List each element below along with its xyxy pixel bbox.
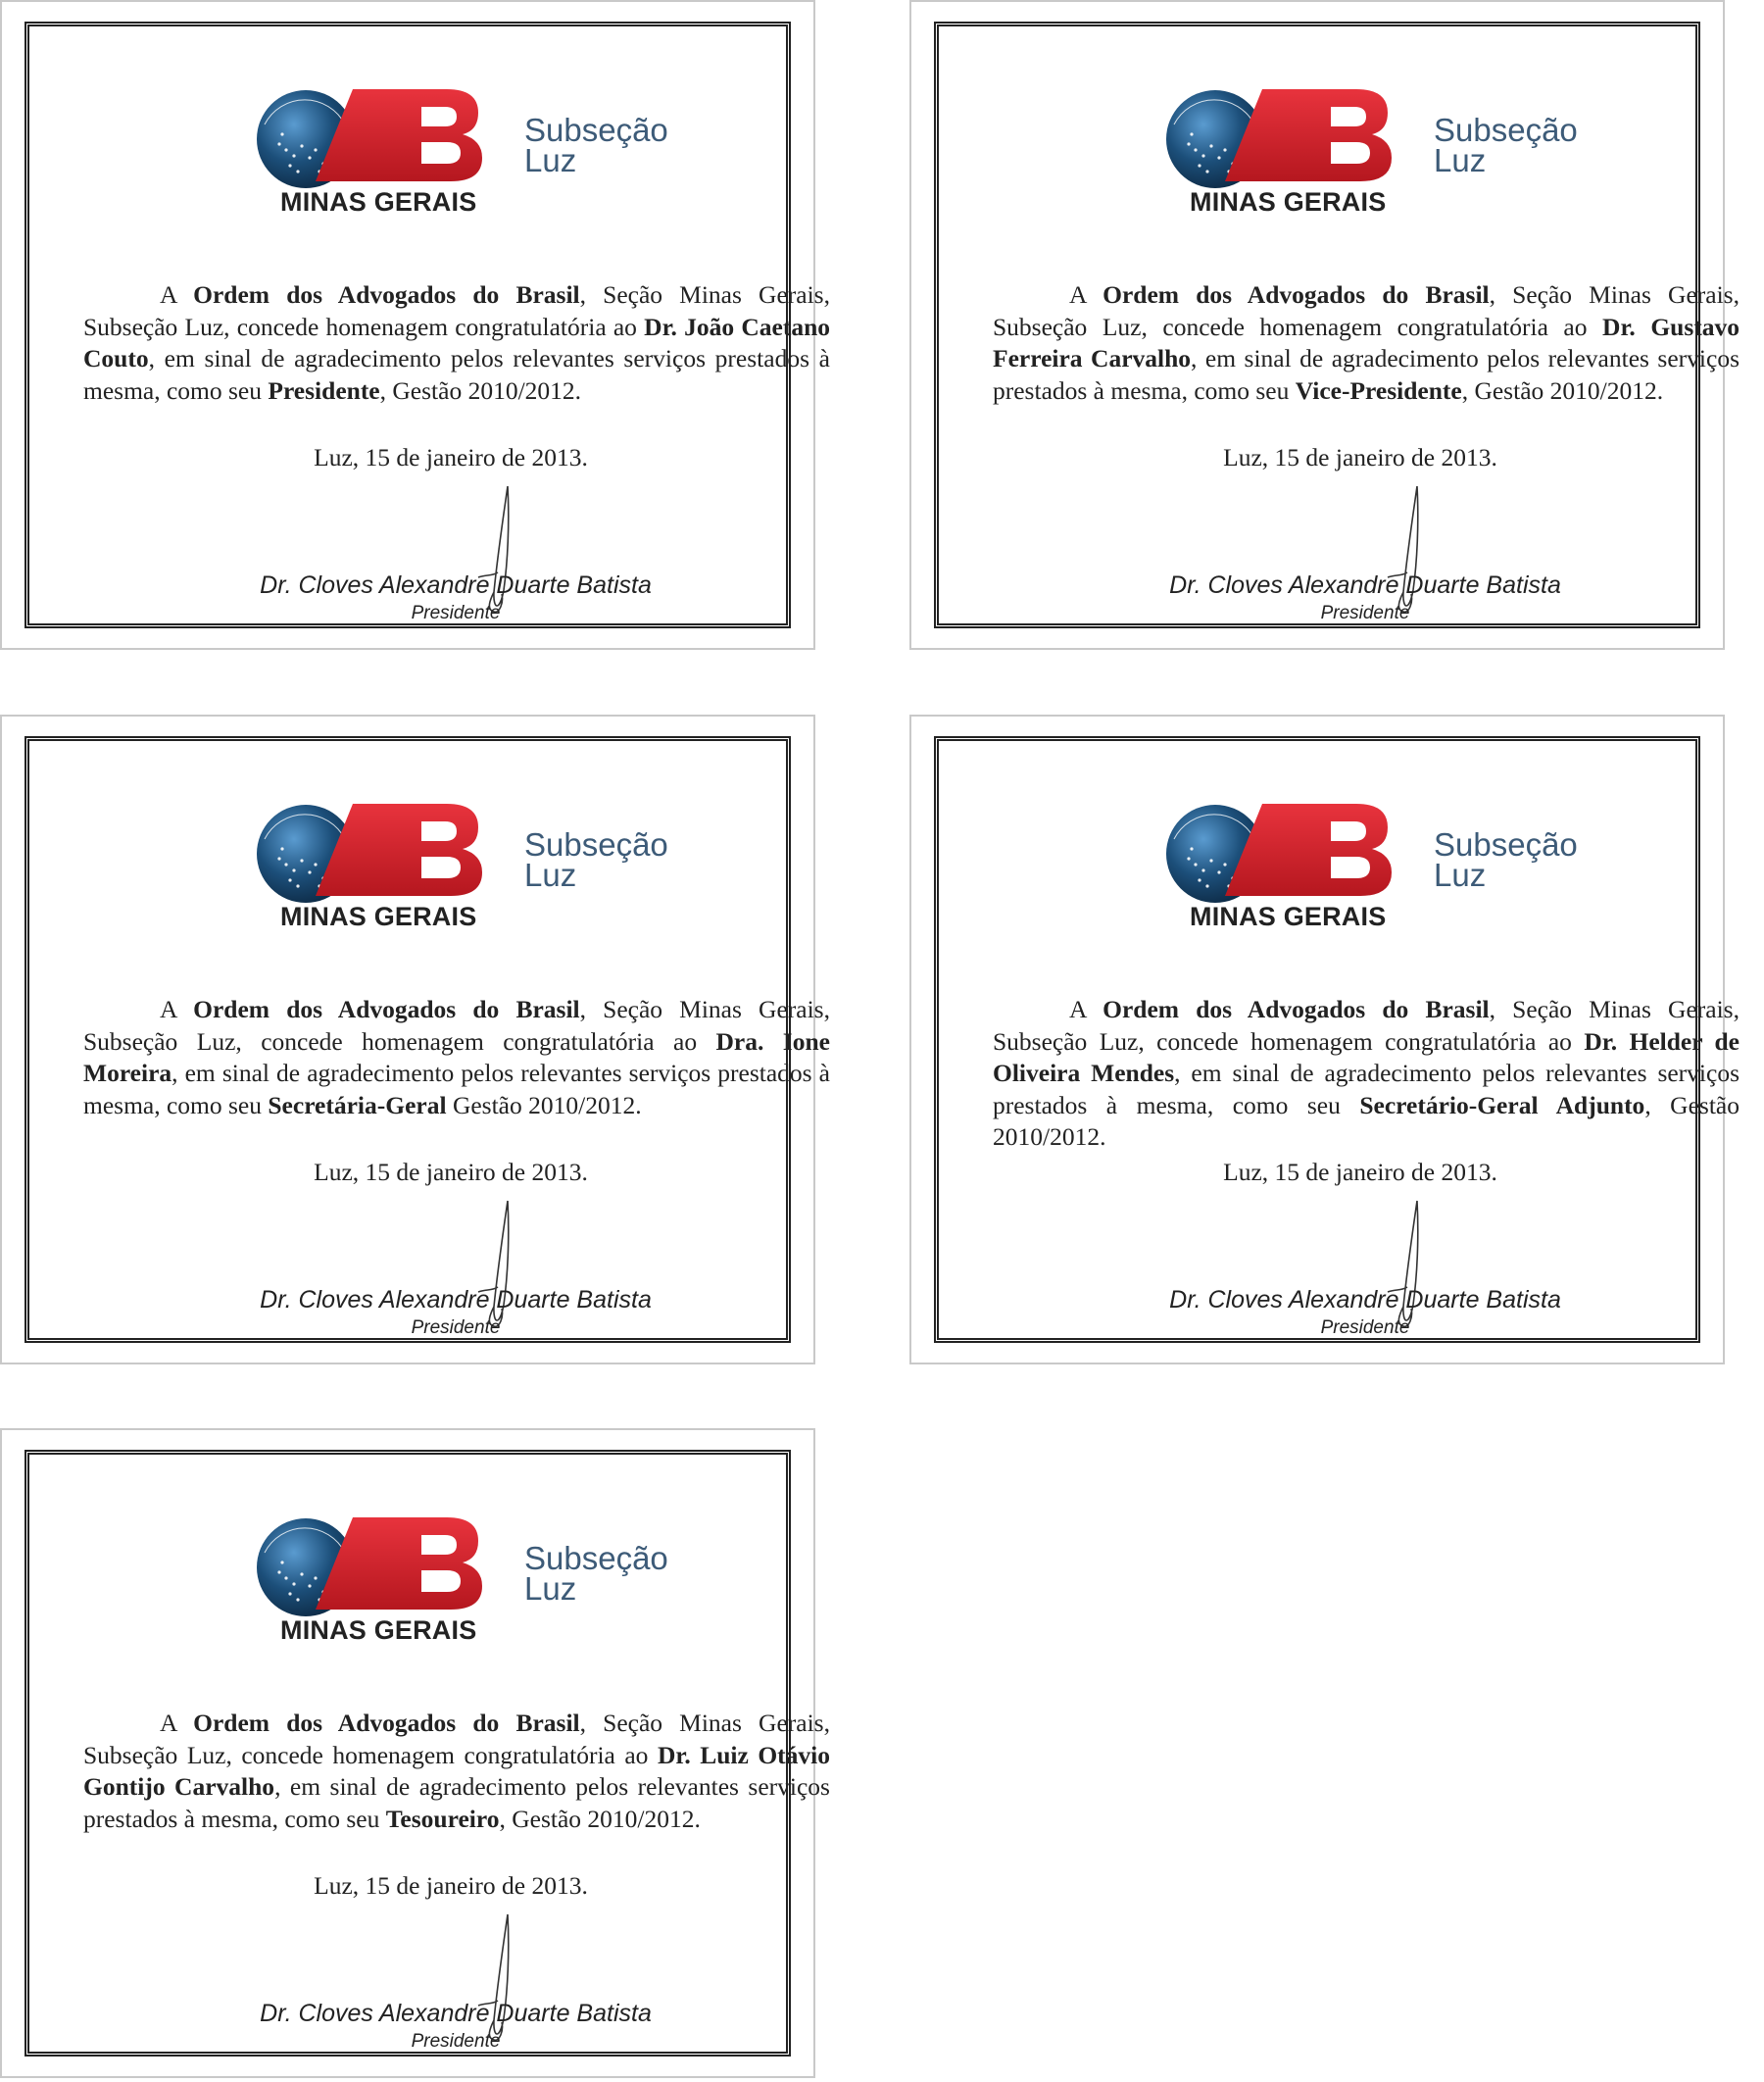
oab-logo bbox=[1164, 85, 1576, 232]
certificate-frame bbox=[24, 736, 830, 1343]
certificate-paragraph bbox=[83, 1708, 830, 1835]
oab-logo bbox=[255, 85, 666, 232]
certificate-frame bbox=[24, 22, 830, 628]
region-label: MINAS GERAIS bbox=[1190, 902, 1387, 931]
honoree-name: Dr. Helder de Oliveira Mendes bbox=[993, 1026, 1740, 1087]
honoree-name: Dr. João Caetano Couto bbox=[83, 312, 830, 372]
signer-name: Dr. Cloves Alexandre Duarte Batista bbox=[260, 571, 652, 599]
middle-text: , em sinal de agradecimento pelos relevantes serviços prestados à mesma, como seu bbox=[993, 344, 1740, 405]
region-label: MINAS GERAIS bbox=[1190, 187, 1387, 217]
oab-logo bbox=[255, 800, 666, 947]
subsecao-line1: Subseção bbox=[524, 112, 668, 148]
subsecao-line1: Subseção bbox=[524, 1540, 668, 1576]
certificate-paragraph bbox=[993, 279, 1740, 407]
certificate-paragraph bbox=[83, 279, 830, 407]
signer-role: Presidente bbox=[411, 603, 501, 623]
signer-name: Dr. Cloves Alexandre Duarte Batista bbox=[1169, 1286, 1561, 1314]
org-name: Ordem dos Advogados do Brasil bbox=[193, 280, 580, 309]
subsecao-line2: Luz bbox=[524, 857, 577, 893]
certificate-body bbox=[83, 1708, 830, 1835]
certificate-body bbox=[83, 994, 830, 1121]
certificate-paragraph bbox=[993, 994, 1740, 1154]
org-name: Ordem dos Advogados do Brasil bbox=[193, 995, 580, 1023]
intro-b: , Seção Minas Gerais, Subseção Luz, concede homenagem congratulatória ao bbox=[993, 280, 1740, 341]
region-label: MINAS GERAIS bbox=[280, 1615, 477, 1645]
intro-b: , Seção Minas Gerais, Subseção Luz, concede homenagem congratulatória ao bbox=[83, 1709, 830, 1769]
certificate-card bbox=[0, 715, 830, 1364]
term-text: , Gestão 2010/2012. bbox=[499, 1804, 701, 1833]
date-line: Luz, 15 de janeiro de 2013. bbox=[314, 1158, 588, 1186]
certificate-card bbox=[0, 0, 830, 650]
region-label: MINAS GERAIS bbox=[280, 902, 477, 931]
signer-role: Presidente bbox=[411, 1317, 501, 1338]
org-name: Ordem dos Advogados do Brasil bbox=[193, 1709, 580, 1737]
middle-text: , em sinal de agradecimento pelos relevantes serviços prestados à mesma, como seu bbox=[993, 1059, 1740, 1119]
subsecao-line1: Subseção bbox=[1434, 826, 1578, 863]
oab-logo bbox=[1164, 800, 1576, 947]
intro-a: A bbox=[160, 280, 194, 309]
intro-b: , Seção Minas Gerais, Subseção Luz, concede homenagem congratulatória ao bbox=[83, 995, 830, 1056]
subsecao-label bbox=[1434, 826, 1578, 893]
honoree-name: Dr. Gustavo Ferreira Carvalho bbox=[993, 312, 1740, 372]
signer-name: Dr. Cloves Alexandre Duarte Batista bbox=[1169, 571, 1561, 599]
term-text: , Gestão 2010/2012. bbox=[993, 1090, 1740, 1151]
certificate-body bbox=[993, 994, 1740, 1154]
certificate-frame bbox=[24, 1450, 830, 2057]
subsecao-line1: Subseção bbox=[1434, 112, 1578, 148]
subsecao-line2: Luz bbox=[524, 142, 577, 178]
intro-b: , Seção Minas Gerais, Subseção Luz, concede homenagem congratulatória ao bbox=[993, 995, 1740, 1056]
subsecao-line1: Subseção bbox=[524, 826, 668, 863]
middle-text: , em sinal de agradecimento pelos relevantes serviços prestados à mesma, como seu bbox=[83, 1772, 830, 1833]
region-label: MINAS GERAIS bbox=[280, 187, 477, 217]
certificate-frame bbox=[934, 22, 1740, 628]
certificate-body bbox=[993, 279, 1740, 407]
subsecao-line2: Luz bbox=[1434, 857, 1487, 893]
subsecao-line2: Luz bbox=[1434, 142, 1487, 178]
honoree-name: Dr. Luiz Otávio Gontijo Carvalho bbox=[83, 1740, 830, 1801]
term-text: , Gestão 2010/2012. bbox=[1461, 375, 1664, 405]
subsecao-label bbox=[524, 826, 668, 893]
intro-a: A bbox=[1069, 995, 1103, 1023]
intro-a: A bbox=[160, 1709, 194, 1737]
certificate-body bbox=[83, 279, 830, 407]
org-name: Ordem dos Advogados do Brasil bbox=[1102, 995, 1490, 1023]
certificate-card bbox=[909, 715, 1740, 1364]
signer-name: Dr. Cloves Alexandre Duarte Batista bbox=[260, 2000, 652, 2027]
honoree-position: Presidente bbox=[268, 375, 380, 405]
honoree-position: Secretário-Geral Adjunto bbox=[1359, 1090, 1645, 1119]
honoree-position: Tesoureiro bbox=[385, 1804, 500, 1833]
subsecao-line2: Luz bbox=[524, 1570, 577, 1607]
middle-text: , em sinal de agradecimento pelos relevantes serviços prestados à mesma, como seu bbox=[83, 344, 830, 405]
certificate-paragraph bbox=[83, 994, 830, 1121]
signer-role: Presidente bbox=[1320, 603, 1410, 623]
certificate-card bbox=[909, 0, 1740, 650]
oab-logo bbox=[255, 1513, 666, 1661]
term-text: , Gestão 2010/2012. bbox=[379, 375, 582, 405]
signer-role: Presidente bbox=[1320, 1317, 1410, 1338]
subsecao-label bbox=[1434, 112, 1578, 178]
honoree-position: Vice-Presidente bbox=[1295, 375, 1462, 405]
date-line: Luz, 15 de janeiro de 2013. bbox=[1223, 443, 1497, 471]
term-text: Gestão 2010/2012. bbox=[446, 1090, 642, 1119]
honoree-position: Secretária-Geral bbox=[268, 1090, 447, 1119]
signer-role: Presidente bbox=[411, 2031, 501, 2052]
intro-a: A bbox=[160, 995, 194, 1023]
certificate-card bbox=[0, 1428, 830, 2078]
intro-b: , Seção Minas Gerais, Subseção Luz, concede homenagem congratulatória ao bbox=[83, 280, 830, 341]
subsecao-label bbox=[524, 112, 668, 178]
subsecao-label bbox=[524, 1540, 668, 1607]
date-line: Luz, 15 de janeiro de 2013. bbox=[314, 1871, 588, 1900]
middle-text: , em sinal de agradecimento pelos relevantes serviços prestados à mesma, como seu bbox=[83, 1059, 830, 1119]
signer-name: Dr. Cloves Alexandre Duarte Batista bbox=[260, 1286, 652, 1314]
org-name: Ordem dos Advogados do Brasil bbox=[1102, 280, 1490, 309]
honoree-name: Dra. Ione Moreira bbox=[83, 1026, 830, 1087]
date-line: Luz, 15 de janeiro de 2013. bbox=[1223, 1158, 1497, 1186]
date-line: Luz, 15 de janeiro de 2013. bbox=[314, 443, 588, 471]
certificate-frame bbox=[934, 736, 1740, 1343]
intro-a: A bbox=[1069, 280, 1103, 309]
